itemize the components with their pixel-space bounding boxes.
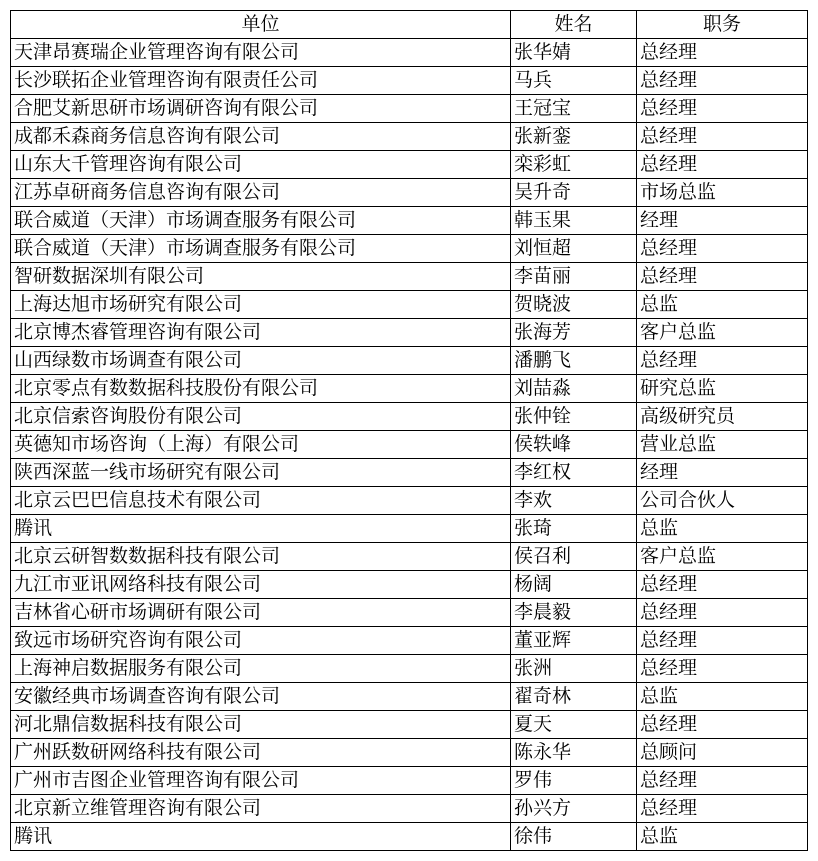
company-cell[interactable]: 腾讯 [11,515,511,543]
title-cell[interactable]: 营业总监 [637,431,808,459]
table-row [11,515,808,543]
name-cell[interactable]: 杨阔 [511,571,637,599]
title-cell[interactable]: 高级研究员 [637,403,808,431]
title-cell[interactable]: 总经理 [637,235,808,263]
header-cell-company[interactable]: 单位 [11,11,511,39]
name-cell[interactable]: 张洲 [511,655,637,683]
company-cell[interactable]: 联合威道（天津）市场调查服务有限公司 [11,235,511,263]
title-cell[interactable]: 总经理 [637,711,808,739]
company-cell[interactable]: 北京云研智数数据科技有限公司 [11,543,511,571]
company-cell[interactable]: 成都禾森商务信息咨询有限公司 [11,123,511,151]
company-cell[interactable]: 上海达旭市场研究有限公司 [11,291,511,319]
name-cell[interactable]: 李欢 [511,487,637,515]
title-cell[interactable]: 总监 [637,515,808,543]
title-cell[interactable]: 经理 [637,459,808,487]
table-row [11,487,808,515]
name-cell[interactable]: 张琦 [511,515,637,543]
company-cell[interactable]: 腾讯 [11,823,511,851]
company-cell[interactable]: 北京信索咨询股份有限公司 [11,403,511,431]
name-cell[interactable]: 栾彩虹 [511,151,637,179]
title-cell[interactable]: 总经理 [637,627,808,655]
company-cell[interactable]: 英德知市场咨询（上海）有限公司 [11,431,511,459]
table-row [11,571,808,599]
title-cell[interactable]: 总监 [637,291,808,319]
title-cell[interactable]: 总顾问 [637,739,808,767]
name-cell[interactable]: 韩玉果 [511,207,637,235]
name-cell[interactable]: 张海芳 [511,319,637,347]
table-row [11,403,808,431]
contact-table [10,10,808,851]
table-row [11,375,808,403]
table-row [11,207,808,235]
table-row [11,543,808,571]
title-cell[interactable]: 总监 [637,823,808,851]
company-cell[interactable]: 上海神启数据服务有限公司 [11,655,511,683]
name-cell[interactable]: 李红权 [511,459,637,487]
company-cell[interactable]: 北京新立维管理咨询有限公司 [11,795,511,823]
table-row [11,319,808,347]
company-cell[interactable]: 智研数据深圳有限公司 [11,263,511,291]
header-cell-title[interactable]: 职务 [637,11,808,39]
name-cell[interactable]: 李晨毅 [511,599,637,627]
name-cell[interactable]: 董亚辉 [511,627,637,655]
table-row [11,431,808,459]
name-cell[interactable]: 李苗丽 [511,263,637,291]
name-cell[interactable]: 马兵 [511,67,637,95]
table-row [11,627,808,655]
table-row [11,795,808,823]
header-cell-name[interactable]: 姓名 [511,11,637,39]
company-cell[interactable]: 广州跃数研网络科技有限公司 [11,739,511,767]
name-cell[interactable]: 潘鹏飞 [511,347,637,375]
header-row [11,11,808,39]
company-cell[interactable]: 吉林省心研市场调研有限公司 [11,599,511,627]
title-cell[interactable]: 公司合伙人 [637,487,808,515]
title-cell[interactable]: 客户总监 [637,319,808,347]
name-cell[interactable]: 徐伟 [511,823,637,851]
name-cell[interactable]: 王冠宝 [511,95,637,123]
title-cell[interactable]: 总经理 [637,599,808,627]
table-row [11,123,808,151]
title-cell[interactable]: 总经理 [637,767,808,795]
name-cell[interactable]: 吴升奇 [511,179,637,207]
title-cell[interactable]: 总经理 [637,571,808,599]
name-cell[interactable]: 张新銮 [511,123,637,151]
company-cell[interactable]: 广州市吉图企业管理咨询有限公司 [11,767,511,795]
table-row [11,739,808,767]
title-cell[interactable]: 总监 [637,683,808,711]
name-cell[interactable]: 侯召利 [511,543,637,571]
name-cell[interactable]: 罗伟 [511,767,637,795]
name-cell[interactable]: 陈永华 [511,739,637,767]
table-row [11,179,808,207]
company-cell[interactable]: 联合威道（天津）市场调查服务有限公司 [11,207,511,235]
name-cell[interactable]: 孙兴方 [511,795,637,823]
company-cell[interactable]: 天津昂赛瑞企业管理咨询有限公司 [11,39,511,67]
table-row [11,291,808,319]
table-row [11,39,808,67]
name-cell[interactable]: 刘恒超 [511,235,637,263]
name-cell[interactable]: 刘喆淼 [511,375,637,403]
company-cell[interactable]: 北京博杰睿管理咨询有限公司 [11,319,511,347]
spreadsheet [10,10,808,851]
title-cell[interactable]: 总经理 [637,123,808,151]
title-cell[interactable]: 经理 [637,207,808,235]
company-cell[interactable]: 山东大千管理咨询有限公司 [11,151,511,179]
table-row [11,655,808,683]
table-row [11,767,808,795]
name-cell[interactable]: 贺晓波 [511,291,637,319]
company-cell[interactable]: 致远市场研究咨询有限公司 [11,627,511,655]
table-row [11,823,808,851]
name-cell[interactable]: 张仲铨 [511,403,637,431]
title-cell[interactable]: 市场总监 [637,179,808,207]
name-cell[interactable]: 张华婧 [511,39,637,67]
table-body [11,39,808,851]
company-cell[interactable]: 九江市亚讯网络科技有限公司 [11,571,511,599]
title-cell[interactable]: 研究总监 [637,375,808,403]
table-row [11,263,808,291]
company-cell[interactable]: 合肥艾新思研市场调研咨询有限公司 [11,95,511,123]
title-cell[interactable]: 总经理 [637,347,808,375]
title-cell[interactable]: 总经理 [637,263,808,291]
company-cell[interactable]: 江苏卓研商务信息咨询有限公司 [11,179,511,207]
name-cell[interactable]: 侯轶峰 [511,431,637,459]
table-row [11,95,808,123]
company-cell[interactable]: 陕西深蓝一线市场研究有限公司 [11,459,511,487]
table-row [11,599,808,627]
table-row [11,459,808,487]
table-row [11,711,808,739]
title-cell[interactable]: 总经理 [637,151,808,179]
name-cell[interactable]: 翟奇林 [511,683,637,711]
company-cell[interactable]: 山西绿数市场调查有限公司 [11,347,511,375]
title-cell[interactable]: 总经理 [637,95,808,123]
company-cell[interactable]: 长沙联拓企业管理咨询有限责任公司 [11,67,511,95]
title-cell[interactable]: 总经理 [637,67,808,95]
company-cell[interactable]: 北京零点有数数据科技股份有限公司 [11,375,511,403]
table-row [11,67,808,95]
company-cell[interactable]: 河北鼎信数据科技有限公司 [11,711,511,739]
table-row [11,347,808,375]
company-cell[interactable]: 北京云巴巴信息技术有限公司 [11,487,511,515]
title-cell[interactable]: 客户总监 [637,543,808,571]
title-cell[interactable]: 总经理 [637,655,808,683]
company-cell[interactable]: 安徽经典市场调查咨询有限公司 [11,683,511,711]
title-cell[interactable]: 总经理 [637,39,808,67]
table-row [11,683,808,711]
name-cell[interactable]: 夏天 [511,711,637,739]
table-row [11,235,808,263]
title-cell[interactable]: 总经理 [637,795,808,823]
table-row [11,151,808,179]
